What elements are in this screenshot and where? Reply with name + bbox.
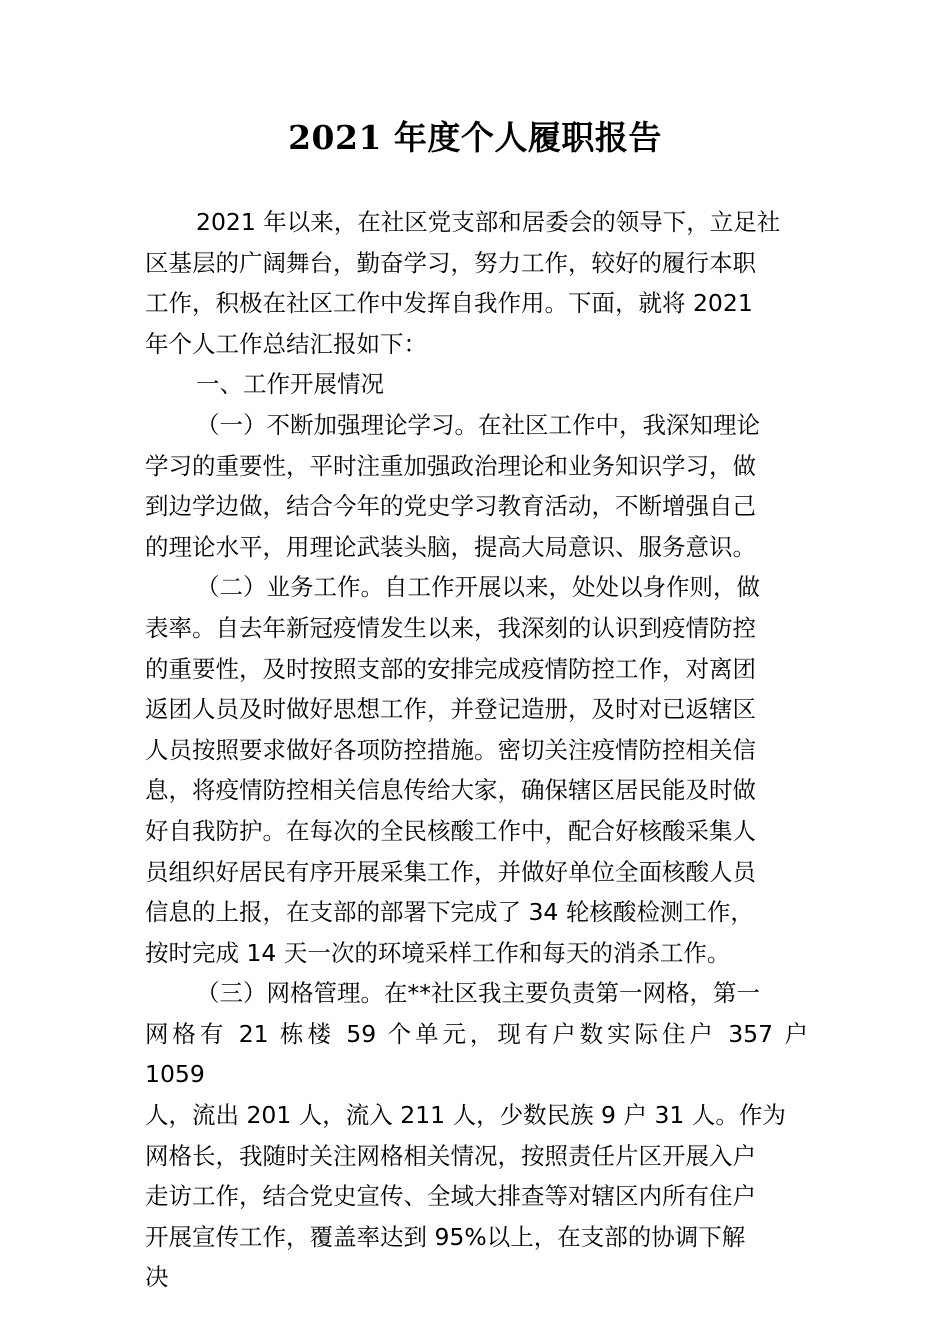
paragraph-line: 开展宣传工作，覆盖率达到 95%以上，在支部的协调下解 [145,1222,746,1251]
paragraph-line: 返团人员及时做好思想工作，并登记造册，及时对已返辖区 [145,695,756,724]
paragraph-line: 工作，积极在社区工作中发挥自我作用。下面，就将 2021 [145,289,753,318]
paragraph-line: 的重要性，及时按照支部的安排完成疫情防控工作，对离团 [145,654,756,683]
paragraph-line: 人员按照要求做好各项防控措施。密切关注疫情防控相关信 [145,735,756,764]
paragraph-line: 按时完成 14 天一次的环境采样工作和每天的消杀工作。 [145,938,731,967]
document-title: 2021 年度个人履职报告 [288,118,662,157]
paragraph-line: 走访工作，结合党史宣传、全域大排查等对辖区内所有住户 [145,1182,756,1211]
paragraph-line: 网格长，我随时关注网格相关情况，按照责任片区开展入户 [145,1141,756,1170]
paragraph-line: 决 [145,1263,169,1292]
paragraph-line: （三）网格管理。在**社区我主要负责第一网格，第一 [196,979,760,1008]
paragraph-line: 人，流出 201 人，流入 211 人，少数民族 9 户 31 人。作为 [145,1101,786,1130]
paragraph-line: 到边学边做，结合今年的党史学习教育活动，不断增强自己 [145,492,756,521]
paragraph-line: 学习的重要性，平时注重加强政治理论和业务知识学习，做 [145,451,756,480]
paragraph-line: （一）不断加强理论学习。在社区工作中，我深知理论 [196,410,760,439]
paragraph-line: 1059 [145,1060,205,1089]
paragraph-line: 信息的上报，在支部的部署下完成了 34 轮核酸检测工作， [145,898,754,927]
paragraph-line: 2021 年以来，在社区党支部和居委会的领导下，立足社 [196,208,781,236]
paragraph-line: 息，将疫情防控相关信息传给大家，确保辖区居民能及时做 [145,776,756,805]
paragraph-line: 好自我防护。在每次的全民核酸工作中，配合好核酸采集人 [145,816,756,845]
paragraph-line: 年个人工作总结汇报如下： [145,329,427,358]
paragraph-line: 区基层的广阔舞台，勤奋学习，努力工作，较好的履行本职 [145,248,756,277]
paragraph-line: 表率。自去年新冠疫情发生以来，我深刻的认识到疫情防控 [145,613,756,642]
section-heading: 一、工作开展情况 [196,370,384,399]
paragraph-line: （二）业务工作。自工作开展以来，处处以身作则，做 [196,573,760,602]
paragraph-line: 员组织好居民有序开展采集工作，并做好单位全面核酸人员 [145,857,756,886]
paragraph-line: 的理论水平，用理论武装头脑，提高大局意识、服务意识。 [145,532,756,561]
paragraph-line: 网格有 21 栋楼 59 个单元，现有户数实际住户 357 户 [145,1019,808,1048]
document-body [145,202,808,1298]
